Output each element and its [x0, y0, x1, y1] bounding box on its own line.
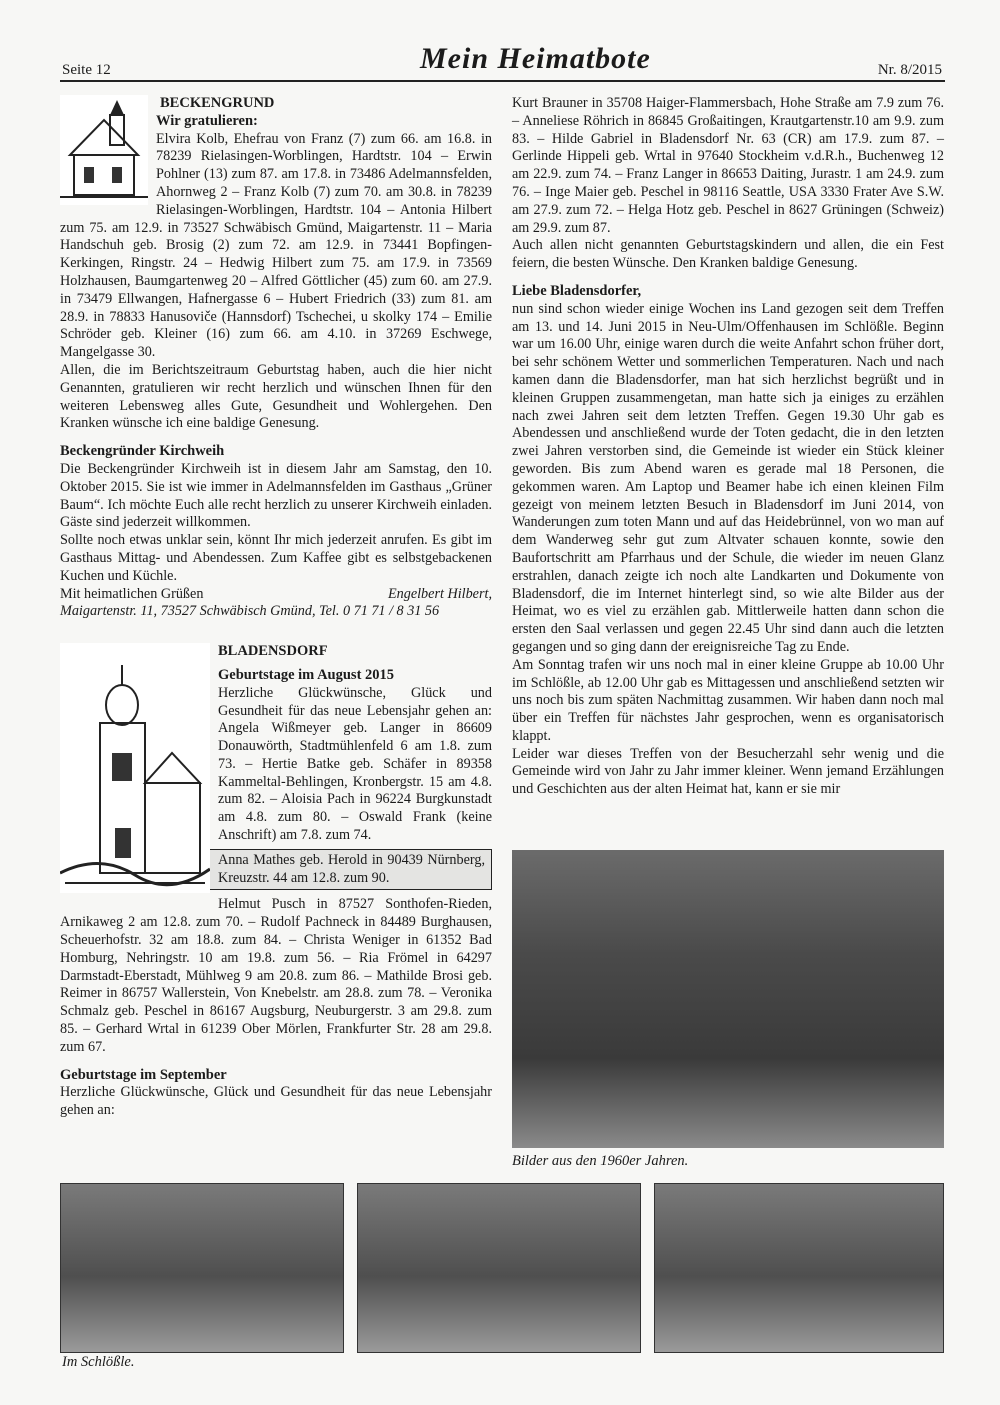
group-photo-1960s: [512, 850, 944, 1148]
section-title-beckengrund: BECKENGRUND: [160, 95, 275, 111]
schloessle-photo-3: [654, 1183, 944, 1353]
church-drawing-beckengrund: [60, 95, 148, 205]
letter-paragraph-2: Am Sonntag trafen wir uns noch mal in einer kleine Gruppe ab 10.00 Uhr im Schlößle, ab 12.00 Uhr gab es Mittagessen und anschließend setzten wir uns noch bis zum späten Nachmittag zusammen. Wir haben dann noch mal über ein Treffen für nächstes Jahr gesprochen, wenn es organisatorisch klappt.: [512, 656, 944, 744]
schloessle-photo-1: [60, 1183, 344, 1353]
church-drawing-bladensdorf: [60, 643, 210, 893]
schloessle-photo-2: [357, 1183, 641, 1353]
group-photo-caption: Bilder aus den 1960er Jahren.: [512, 1153, 689, 1169]
subtitle-gratulieren: Wir gratulieren:: [156, 112, 258, 129]
header-rule: [60, 80, 945, 82]
september-wishes: Auch allen nicht genannten Geburtstagskindern und allen, die ein Fest feiern, die besten Wünsche. Den Kranken baldige Genesung.: [512, 237, 944, 272]
masthead: Mein Heimatbote: [420, 42, 651, 75]
page-number: Seite 12: [62, 62, 111, 78]
letter-salutation: Liebe Bladensdorfer,: [512, 282, 642, 299]
section-title-bladensdorf: BLADENSDORF: [218, 643, 328, 660]
kirchweih-title: Beckengründer Kirchweih: [60, 443, 225, 460]
beckengrund-birthdays: Elvira Kolb, Ehefrau von Franz (7) zum 66. am 16.8. in 78239 Rielasingen-Worblingen, Hardtstr. 104 – Erwin Pohlner (13) zum 87. am 17.8. in 73486 Adelmannsfelden, Ahornweg 2 – Franz Kolb (7) zum 70. am 30.8. in 78239 Rielasingen-Worblingen, Hardtstr. 104 – Antonia Hilbert zum 75. am 12.9. in 73527 Schwäbisch Gmünd, Maigartenstr. 11 – Maria Handschuh geb. Brosig (2) zum 72. am 12.9. in 73441 Bopfingen-Kerkingen, Ringstr. 24 – Hedwig Hilbert zum 75. am 17.9. in 73569 Holzhausen, Baumgartenweg 20 – Alfred Göttlicher (45) zum 60. am 27.9. in 73479 Ellwangen, Hafnergasse 6 – Hubert Friedrich (33) zum 81. am 28.9. in 78833 Hanusoviče (Hannsdorf) Tschechei, u skolky 174 – Emilie Schröder geb. Kleiner (16) zum 66. am 4.10. in 37269 Eschwege, Mangelgasse 30.: [60, 130, 492, 361]
september-intro: Herzliche Glückwünsche, Glück und Gesundheit für das neue Lebensjahr gehen an:: [60, 1084, 492, 1119]
subtitle-august: Geburtstage im August 2015: [218, 666, 395, 683]
kirchweih-text-2: Sollte noch etwas unklar sein, könnt Ihr mich jederzeit anrufen. Es gibt im Gasthaus Mittag- und Abendessen. Zum Kaffee gibt es selbstgebackenen Kuchen und Küchle.: [60, 532, 492, 584]
issue-number: Nr. 8/2015: [877, 62, 942, 78]
right-column: [512, 95, 944, 799]
september-birthdays: Kurt Brauner in 35708 Haiger-Flammersbach, Hohe Straße am 7.9 zum 76. – Anneliese Röhrich in 86845 Großaitingen, Krautgartenstr.10 am 9.9. zum 83. – Hilde Gabriel in Bladensdorf Nr. 63 (CR) am 17.9. zum 87. – Gerlinde Hippeli geb. Wrtal in 97640 Stockheim v.d.R.h., Buchenweg 12 am 22.9. zum 74. – Franz Langer in 86653 Daiting, Jurastr. 1 am 24.9. zum 76. – Inge Maier geb. Peschel in 98116 Seattle, USA 3330 Frater Ave S.W. am 27.9. zum 72. – Helga Hotz geb. Peschel in 8627 Grüningen (Schweiz) am 29.9. zum 87.: [512, 95, 944, 236]
letter-paragraph-1: nun sind schon wieder einige Wochen ins Land gezogen seit dem Treffen am 13. und 14. Juni 2015 in Neu-Ulm/Offenhausen im Schlößle. Beginn war um 16.00 Uhr, einige waren durch die weite Anfahrt schon früher dort, bei sehr schönem Wetter und sommerlichen Temperaturen. Nach und nach kamen dann die Bladensdorfer, man hat sich herzlichst begrüßt und in kleinen Gruppen zusammengetan, man hatte sich ja einiges zu erzählen nach zwei Jahren seit dem letzten Treffen. Gegen 19.30 Uhr gab es Abendessen und anschließend wurde der Toten gedacht, die in den letzten zwei Jahren verstorben sind, die Gemeinde ist wieder ein Stück kleiner geworden. Bis zum Abend waren es gerade mal 18 Personen, die gekommen waren. Am Laptop und Beamer habe ich einen kleinen Film gezeigt von meinem letzten Besuch in Bladensdorf im Juni 2014, von Wanderungen zum toten Mann und auf das Heidebrünnel, von wo man auf dem Wanderweg sehr gut zum Altvater schauen konnte, sowie den Baufortschritt am Pfarrhaus und der Schule, die wieder im neuen Glanz erstrahlen, danach zeigte ich noch alte Landkarten und Dokumente von Bladensdorf, die im Internet hinterlegt sind, so wie alte Bilder aus der Heimat, wo es viel zu erzählen gab. Mittlerweile hatten dann schon die ersten den Saal verlassen und gegen 22.45 Uhr sind dann auch die letzten gegangen und so ging dann der ereignisreiche Tag zu Ende.: [512, 300, 944, 655]
subtitle-september: Geburtstage im September: [60, 1066, 227, 1083]
beckengrund-wishes: Allen, die im Berichtszeitraum Geburtstag haben, auch die hier nicht Genannten, gratulieren wir recht herzlich und wünschen Ihnen für den weiteren Lebensweg alles Gute, Gesundheit und Wohlergehen. Den Kranken wünsche ich eine baldige Genesung.: [60, 361, 492, 432]
greeting: Mit heimatlichen Grüßen: [60, 585, 204, 602]
highlight-box-90: Anna Mathes geb. Herold in 90439 Nürnberg, Kreuzstr. 44 am 12.8. zum 90.: [60, 849, 492, 891]
left-column: [60, 95, 492, 1120]
bladensdorf-august-birthdays-2: Helmut Pusch in 87527 Sonthofen-Rieden, Arnikaweg 2 am 12.8. zum 70. – Rudolf Pachneck in 84489 Burghausen, Scheuerhofstr. 32 am 18.8. zum 84. – Christa Weniger in 61352 Bad Homburg, Nehringstr. 10 am 19.8. zum 56. – Ria Frömel in 64297 Darmstadt-Eberstadt, Mühlweg 9 am 20.8. zum 86. – Mathilde Brosi geb. Reimer in 86757 Wallerstein, Von Knebelstr. am 28.8. zum 78. – Veronika Schmalz geb. Peschel in 86167 Augsburg, Neuburgerstr. 3 am 29.8. zum 85. – Gerhard Wrtal in 61239 Ober Mörlen, Frankfurter Str. 28 am 29.8. zum 67.: [60, 896, 492, 1055]
signature-name: Engelbert Hilbert,: [387, 585, 492, 602]
schloessle-caption: Im Schlößle.: [62, 1354, 135, 1370]
signature-address: Maigartenstr. 11, 73527 Schwäbisch Gmünd, Tel. 0 71 71 / 8 31 56: [60, 603, 440, 620]
bladensdorf-august-birthdays: Herzliche Glückwünsche, Glück und Gesundheit für das neue Lebensjahr gehen an: Angela Wißmeyer geb. Langer in 86609 Donauwörth, Stadtmühlenfeld 6 am 1.8. zum 73. – Hertie Batke geb. Schäfer in 89358 Kammeltal-Behlingen, Kronbergstr. 15 am 4.8. zum 82. – Aloisia Pach in 96224 Burgkunstadt am 4.8. zum 80. – Oswald Frank (keine Anschrift) am 7.8. zum 74.: [218, 684, 492, 844]
kirchweih-text: Die Beckengründer Kirchweih ist in diesem Jahr am Samstag, den 10. Oktober 2015. Sie ist wie immer in Adelmannsfelden im Gasthaus „Grüner Baum“. Ich möchte Euch alle recht herzlich zu unserer Kirchweih einladen. Gäste sind jederzeit willkommen.: [60, 460, 492, 531]
letter-paragraph-3: Leider war dieses Treffen von der Besucherzahl sehr wenig und die Gemeinde wird von Jahr zu Jahr immer kleiner. Wenn jemand Erzählungen und Geschichten aus der alten Heimat hat, kann er sie mir: [512, 745, 944, 798]
